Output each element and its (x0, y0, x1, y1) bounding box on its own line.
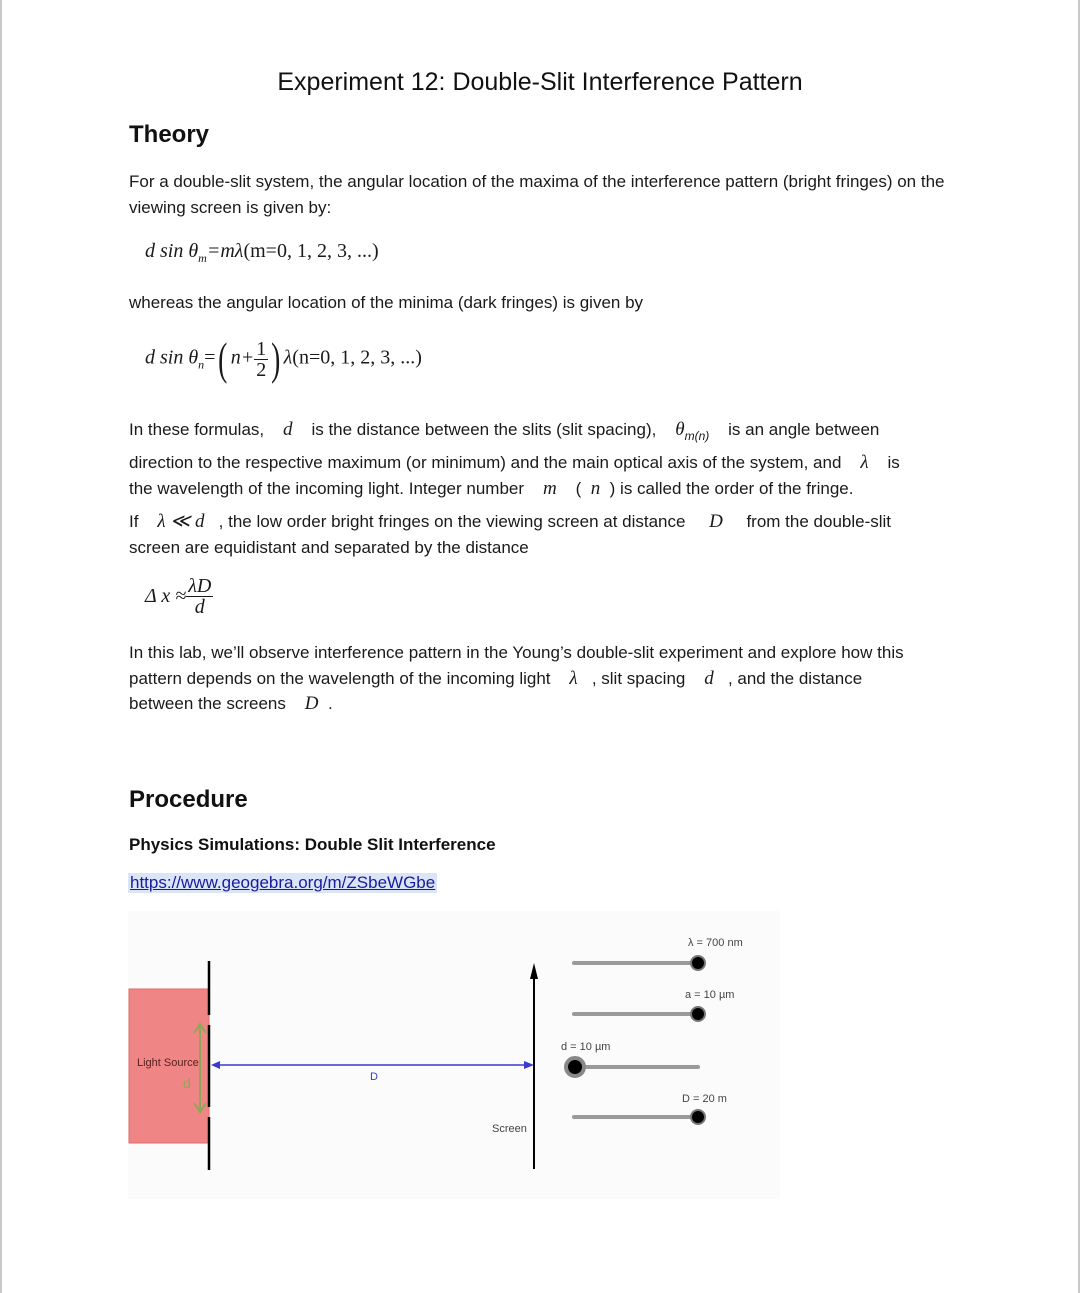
slider-wavelength-knob[interactable] (691, 956, 705, 970)
text: In this lab, we’ll observe interference pattern in the Young’s double-slit experiment and explore how this (129, 643, 904, 662)
text: . (327, 694, 333, 713)
equation-fringe-spacing (145, 576, 213, 617)
eq-min-rhs: λ (283, 346, 293, 369)
eq-spacing-fraction (186, 576, 213, 617)
D-arrow-head-left (211, 1061, 220, 1069)
screen-label: Screen (492, 1123, 527, 1135)
slider-distance-knob[interactable] (691, 1110, 705, 1124)
frac-num: 1 (256, 337, 267, 360)
D-label: D (370, 1071, 378, 1083)
text: is an angle between (728, 420, 880, 439)
lab-paragraph (129, 640, 959, 717)
geogebra-link[interactable]: https://www.geogebra.org/m/ZSbeWGbe (130, 873, 436, 892)
theory-heading: Theory (129, 121, 210, 148)
slider-slit-width-label: a = 10 µm (685, 989, 735, 1001)
procedure-subheading: Physics Simulations: Double Slit Interference (129, 835, 496, 854)
var-theta: θ (675, 419, 685, 440)
text: from the double-slit (746, 512, 892, 531)
eq-min-cond: (n=0, 1, 2, 3, ...) (292, 346, 422, 369)
var-d: d (283, 419, 293, 440)
left-paren: ( (218, 333, 228, 384)
var-d: d (704, 667, 714, 689)
condition-paragraph (129, 509, 959, 560)
text: the wavelength of the incoming light. Integer number (129, 479, 525, 498)
eq-min-equals: = (204, 346, 216, 369)
eq-min-inner: n+ (230, 346, 255, 369)
light-source-label: Light Source (137, 1057, 199, 1069)
var-n: n (590, 478, 601, 499)
equation-minima (145, 333, 422, 384)
formulas-paragraph (129, 417, 959, 503)
text: screen are equidistant and separated by the distance (129, 537, 529, 557)
eq-max-sub: m (198, 251, 207, 265)
text: is (887, 452, 900, 472)
slider-slit-spacing-knob[interactable] (566, 1058, 584, 1076)
text: , the low order bright fringes on the viewing screen at distance (218, 512, 686, 531)
equation-maxima (145, 240, 379, 266)
eq-max-rhs: =mλ (206, 240, 244, 262)
var-theta-sub: m(n) (684, 429, 710, 443)
procedure-heading: Procedure (129, 786, 248, 813)
var-D: D (304, 693, 319, 714)
var-lambda: λ (569, 667, 578, 689)
var-m: m (542, 478, 557, 499)
text: is the distance between the slits (slit spacing), (311, 420, 657, 439)
eq-max-lhs: d sin θ (145, 240, 199, 262)
half-fraction (254, 339, 268, 380)
eq-spacing-lhs: Δ x ≈ (145, 585, 187, 607)
eq-spacing-den: d (194, 596, 205, 618)
page-border-left (0, 0, 2, 1293)
right-paren: ) (271, 333, 281, 384)
text: In these formulas, (129, 420, 265, 439)
D-arrow-head-right (524, 1061, 534, 1069)
minima-text: whereas the angular location of the minima (dark fringes) is given by (129, 293, 644, 312)
eq-min-lhs: d sin θ (145, 346, 199, 369)
text: , and the distance (727, 668, 863, 688)
simulation-diagram (128, 911, 780, 1199)
text: If (129, 512, 139, 531)
frac-den: 2 (256, 358, 267, 381)
d-label: d (183, 1075, 191, 1091)
text: , slit spacing (591, 668, 686, 688)
theory-intro: For a double-slit system, the angular location of the maxima of the interference pattern (bright fringes) on the viewing screen is given by: (129, 172, 945, 217)
eq-min-sub: n (198, 357, 205, 372)
eq-spacing-num: λD (188, 575, 212, 597)
text: between the screens (129, 694, 286, 713)
text: pattern depends on the wavelength of the incoming light (129, 668, 551, 688)
text: ( (575, 479, 582, 498)
text: ) is called the order of the fringe. (609, 479, 854, 498)
double-slit-simulation-figure (128, 911, 780, 1199)
document-title: Experiment 12: Double-Slit Interference Pattern (277, 68, 803, 96)
condition-lambda-much-less-d: λ ≪ d (157, 511, 205, 532)
slider-distance-label: D = 20 m (682, 1093, 727, 1105)
screen-arrow-head (530, 963, 538, 979)
eq-max-cond: (m=0, 1, 2, 3, ...) (243, 240, 379, 262)
text: direction to the respective maximum (or minimum) and the main optical axis of the system, and (129, 452, 842, 472)
var-D: D (709, 511, 723, 532)
var-lambda: λ (860, 451, 869, 473)
slider-slit-width-knob[interactable] (691, 1007, 705, 1021)
slider-wavelength-label: λ = 700 nm (688, 937, 743, 949)
slider-slit-spacing-label: d = 10 µm (561, 1041, 611, 1053)
